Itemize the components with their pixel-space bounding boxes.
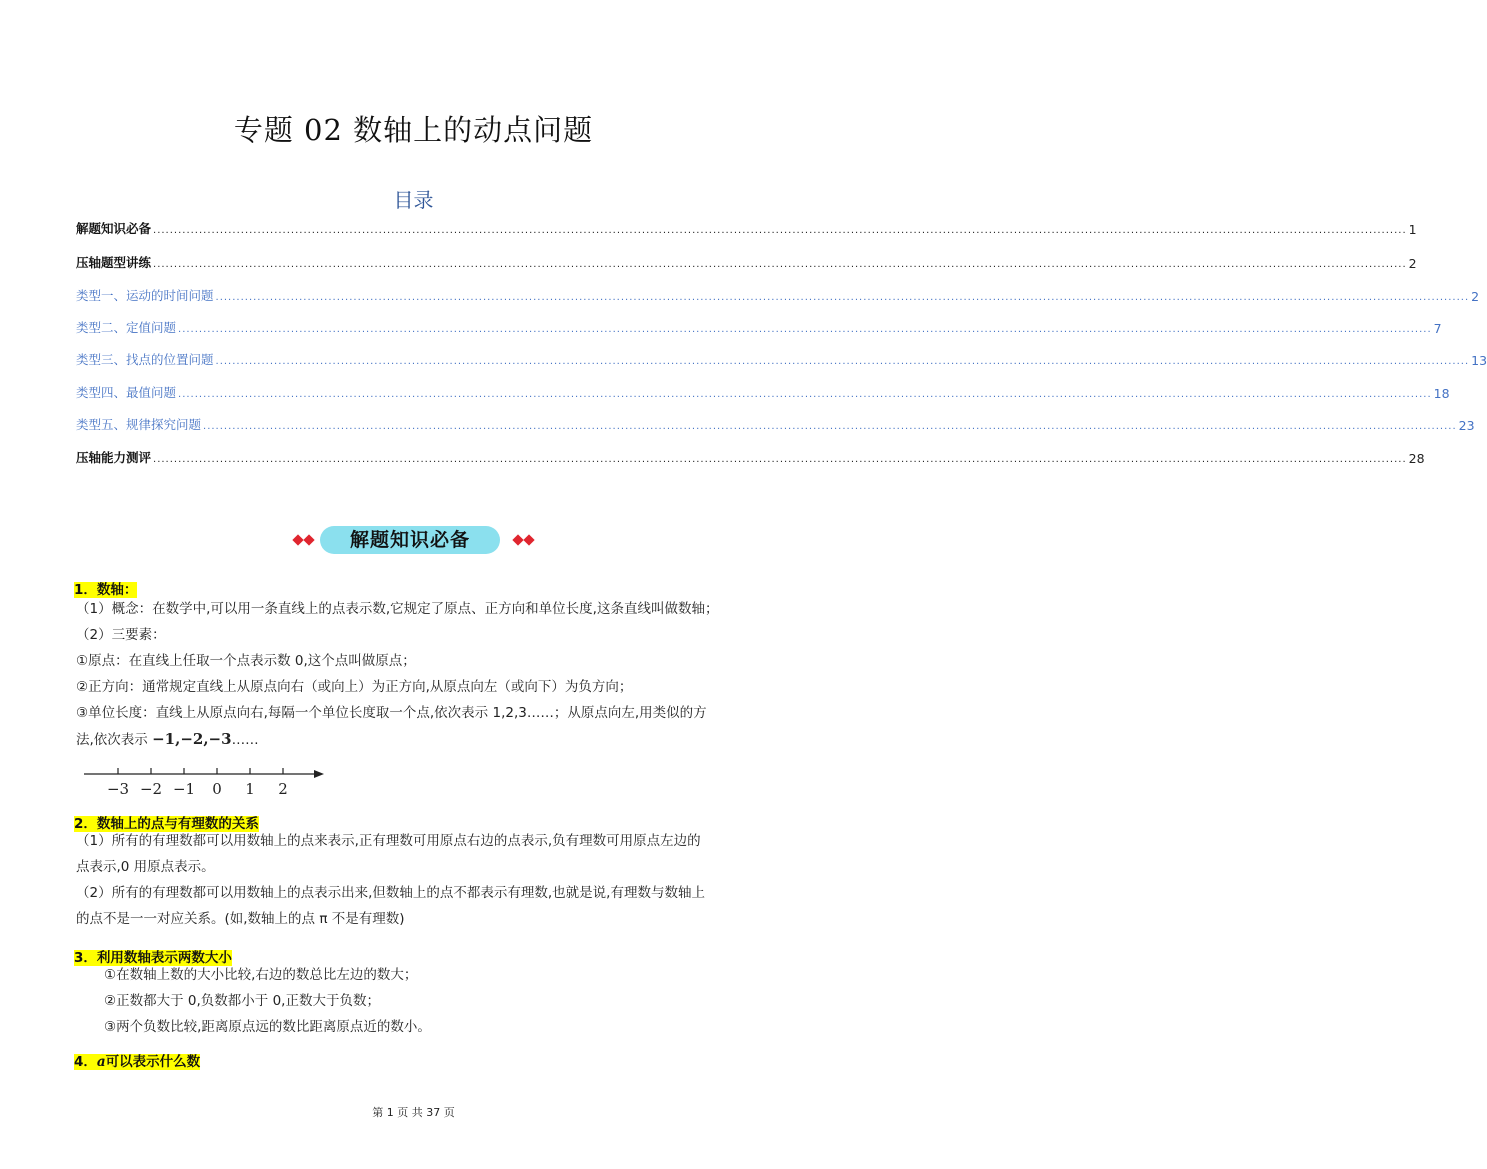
toc-leader-dots: ............................................................................................................................................................................................................................................................................................................ (153, 225, 1407, 236)
toc-entry-page: 18 (1433, 386, 1450, 401)
toc-entry-label: 类型五、规律探究问题 (76, 417, 202, 432)
arrow-icon (314, 770, 324, 778)
toc-entry[interactable] (76, 253, 1417, 271)
number-line-tick-label: −3 (106, 780, 130, 798)
number-line-tick-label: 2 (278, 780, 288, 798)
toc-entry[interactable] (76, 350, 1487, 368)
paragraph: 点表示,0 用原点表示。 (76, 859, 215, 875)
paragraph: （2）所有的有理数都可以用数轴上的点表示出来,但数轴上的点不都表示有理数,也就是说,有理数与数轴上 (76, 885, 705, 901)
diamond-icon (523, 534, 534, 545)
paragraph: ③两个负数比较,距离原点远的数比距离原点近的数小。 (104, 1019, 431, 1035)
diamond-icon (303, 534, 314, 545)
paragraph: 法,依次表示 −1,−2,−3…… (76, 730, 259, 748)
toc-leader-dots: ............................................................................................................................................................................................................................................................................................................ (215, 356, 1470, 367)
toc-leader-dots: ............................................................................................................................................................................................................................................................................................................ (178, 389, 1432, 400)
diamond-icon (292, 534, 303, 545)
toc-entry-page: 13 (1471, 353, 1487, 368)
toc-entry[interactable] (76, 219, 1417, 237)
toc-entry-page: 7 (1433, 321, 1442, 336)
page-footer: 第 1 页 共 37 页 (372, 1106, 455, 1119)
section-banner (290, 524, 538, 558)
number-line-tick-label: −1 (172, 780, 196, 798)
section-4-heading: 4．a可以表示什么数 (74, 1054, 201, 1070)
section-1-body (76, 596, 754, 753)
section-1-heading: 1．数轴： (74, 582, 138, 598)
section-3-heading: 3．利用数轴表示两数大小 (74, 950, 232, 966)
number-line-figure (82, 764, 332, 800)
paragraph: （2）三要素： (76, 627, 166, 643)
section-3-body (76, 962, 754, 1040)
toc-leader-dots: ............................................................................................................................................................................................................................................................................................................ (153, 259, 1407, 270)
paragraph: 的点不是一一对应关系。(如,数轴上的点 π 不是有理数) (76, 911, 405, 927)
section-2-heading: 2．数轴上的点与有理数的关系 (74, 816, 259, 832)
toc-entry-page: 23 (1458, 418, 1475, 433)
negative-numbers: −1,−2,−3 (152, 730, 232, 748)
toc-entry-page: 2 (1408, 256, 1417, 271)
paragraph: ②正数都大于 0,负数都小于 0,正数大于负数； (104, 993, 380, 1009)
toc-entry-page: 2 (1471, 289, 1480, 304)
section-2-body (76, 828, 754, 932)
toc-entry[interactable] (76, 448, 1425, 466)
paragraph: ③单位长度：直线上从原点向右,每隔一个单位长度取一个点,依次表示 1,2,3……；从原点向左,用类似的方 (76, 705, 707, 721)
toc-entry-page: 1 (1408, 222, 1417, 237)
toc-entry-label: 类型一、运动的时间问题 (76, 288, 214, 303)
toc-entry[interactable] (76, 415, 1475, 433)
toc-entry-label: 类型二、定值问题 (76, 320, 177, 335)
toc-entry-label: 解题知识必备 (76, 221, 152, 236)
paragraph: ①在数轴上数的大小比较,右边的数总比左边的数大； (104, 967, 418, 983)
paragraph: （1）所有的有理数都可以用数轴上的点来表示,正有理数可用原点右边的点表示,负有理数可用原点左边的 (76, 833, 701, 849)
toc-entry-page: 28 (1408, 451, 1425, 466)
toc-leader-dots: ............................................................................................................................................................................................................................................................................................................ (153, 454, 1407, 465)
number-line-tick-label: 0 (212, 780, 222, 798)
number-line-tick-label: −2 (139, 780, 163, 798)
paragraph: ②正方向：通常规定直线上从原点向右（或向上）为正方向,从原点向左（或向下）为负方向； (76, 679, 633, 695)
toc-entry-label: 压轴题型讲练 (76, 255, 152, 270)
variable-a: a (96, 1054, 106, 1070)
number-line-tick-label: 1 (245, 780, 255, 798)
diamond-icon (512, 534, 523, 545)
toc-leader-dots: ............................................................................................................................................................................................................................................................................................................ (178, 324, 1432, 335)
toc-entry[interactable] (76, 318, 1442, 336)
paragraph: （1）概念：在数学中,可以用一条直线上的点表示数,它规定了原点、正方向和单位长度,这条直线叫做数轴； (76, 601, 719, 617)
toc-entry[interactable] (76, 286, 1480, 304)
toc-entry-label: 类型四、最值问题 (76, 385, 177, 400)
banner-title: 解题知识必备 (349, 529, 470, 551)
toc-leader-dots: ............................................................................................................................................................................................................................................................................................................ (215, 292, 1470, 303)
document-title: 专题 02 数轴上的动点问题 (233, 113, 594, 147)
paragraph: ①原点：在直线上任取一个点表示数 0,这个点叫做原点； (76, 653, 416, 669)
toc-title: 目录 (393, 188, 434, 212)
toc-entry[interactable] (76, 383, 1450, 401)
toc-leader-dots: ............................................................................................................................................................................................................................................................................................................ (203, 421, 1457, 432)
toc-entry-label: 类型三、找点的位置问题 (76, 352, 214, 367)
toc-entry-label: 压轴能力测评 (76, 450, 152, 465)
